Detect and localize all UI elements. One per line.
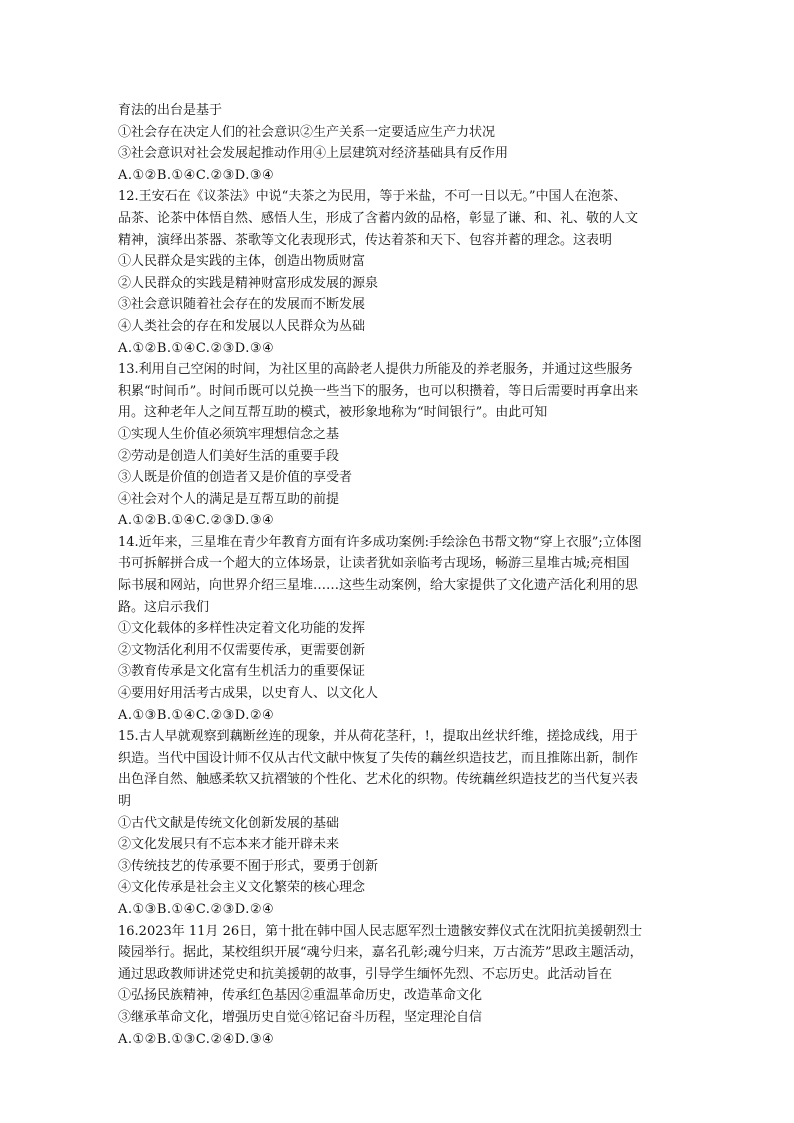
choice-line: ③传统技艺的传承要不囿于形式，要勇于创新 [118, 858, 379, 874]
question-15-text: 15.古人早就观察到藕断丝连的现象，并从荷花茎秆，!，提取出丝状纤维，搓捻成线，用于 [118, 729, 638, 745]
text-line: 育法的出台是基于 [118, 103, 223, 118]
choice-line: ③教育传承是文化富有生机活力的重要保证 [118, 664, 366, 680]
question-16-text: 通过思政教师讲述党史和抗美援朝的故事，引导学生缅怀先烈、不忘历史。此活动旨在 [118, 966, 613, 982]
choice-line: ④人类社会的存在和发展以人民群众为丛础 [118, 318, 366, 334]
choice-line: ③社会意识对社会发展起推动作用④上层建筑对经济基础具有反作用 [118, 146, 509, 162]
choice-line: ①人民群众是实践的主体，创造出物质财富 [118, 254, 366, 270]
question-13-text: 积累“时间币”。时间币既可以兑换一些当下的服务，也可以积攒着，等日后需要时再拿出来 [118, 383, 639, 399]
choice-line: ②文化发展只有不忘本来才能开辟未来 [118, 837, 340, 853]
choice-line: ③人既是价值的创造者又是价值的享受者 [118, 470, 353, 486]
question-16-text: 陵园举行。据此，某校组织开展“魂兮归来，嘉名孔彰;魂兮归来，万古流芳”思政主题活动， [118, 945, 643, 961]
choice-line: ④社会对个人的满足是互帮互助的前提 [118, 491, 340, 507]
answer-options: A.①②B.①④C.②③D.③④ [118, 513, 275, 529]
answer-options: A.①③B.①④C.②③D.②④ [118, 901, 275, 917]
question-15-text: 出色泽自然、触感柔软又抗褶皱的个性化、艺术化的织物。传统藕丝织造技艺的当代复兴表 [118, 772, 639, 788]
choice-line: ④文化传承是社会主义文化繁荣的核心理念 [118, 880, 366, 896]
question-12-text: 12.王安石在《议茶法》中说“夫茶之为民用，等于米盐，不可一日以无。”中国人在泡茶、 [118, 189, 627, 205]
question-16-text: 16.2023年 11月 26日，第十批在韩中国人民志愿军烈士遗骸安葬仪式在沈阳抗美援朝烈士 [118, 923, 643, 939]
question-13-text: 13.利用自己空闲的时间，为社区里的高龄老人提供力所能及的养老服务，并通过这些服务 [118, 362, 633, 378]
choice-line: ④要用好用活考古成果，以史育人、以文化人 [118, 686, 379, 702]
choice-line: ①古代文献是传统文化创新发展的基础 [118, 815, 340, 831]
question-12-text: 品茶、论茶中体悟自然、感悟人生，形成了含蓄内敛的品格，彰显了谦、和、礼、敬的人文 [118, 210, 639, 226]
answer-options: A.①②B.①③C.②④D.③④ [118, 1031, 275, 1047]
choice-line: ①社会存在决定人们的社会意识②生产关系一定要适应生产力状况 [118, 124, 496, 140]
choice-line: ②人民群众的实践是精神财富形成发展的源泉 [118, 275, 379, 291]
question-15-text: 明 [118, 794, 132, 809]
answer-options: A.①②B.①④C.②③D.③④ [118, 167, 275, 183]
question-15-text: 织造。当代中国设计师不仅从古代文献中恢复了失传的藕丝织造技艺，而且推陈出新，制作 [118, 750, 639, 766]
choice-line: ①实现人生价值必须筑牢理想信念之基 [118, 426, 340, 442]
choice-line: ①弘扬民族精神，传承红色基因②重温革命历史，改造革命文化 [118, 988, 483, 1004]
question-14-text: 路。这启示我们 [118, 599, 210, 615]
question-12-text: 精神，演绎出茶器、茶歌等文化表现形式，传达着茶和天下、包容并蓄的理念。这表明 [118, 232, 613, 248]
document-page [118, 100, 680, 1050]
question-13-text: 用。这种老年人之间互帮互助的模式，被形象地称为“时间银行”。由此可知 [118, 405, 548, 421]
choice-line: ①文化载体的多样性决定着文化功能的发挥 [118, 621, 366, 637]
answer-options: A.①③B.①④C.②③D.②④ [118, 707, 275, 723]
question-14-text: 14.近年来，三星堆在青少年教育方面有许多成功案例:手绘涂色书帮文物“穿上衣服”;立体图 [118, 534, 642, 550]
choice-line: ②劳动是创造人们美好生活的重要手段 [118, 448, 340, 464]
question-14-text: 际书展和网站，向世界介绍三星堆……这些生动案例，给大家提供了文化遗产活化利用的思 [118, 578, 639, 594]
choice-line: ②文物活化利用不仅需要传承，更需要创新 [118, 642, 366, 658]
question-14-text: 书可拆解拼合成一个超大的立体场景，让读者犹如亲临考古现场，畅游三星堆古城;亮相国 [118, 556, 630, 572]
choice-line: ③社会意识随着社会存在的发展而不断发展 [118, 297, 366, 313]
answer-options: A.①②B.①④C.②③D.③④ [118, 340, 275, 356]
choice-line: ③继承革命文化，增强历史自觉④铭记奋斗历程，坚定理沦自信 [118, 1009, 483, 1025]
